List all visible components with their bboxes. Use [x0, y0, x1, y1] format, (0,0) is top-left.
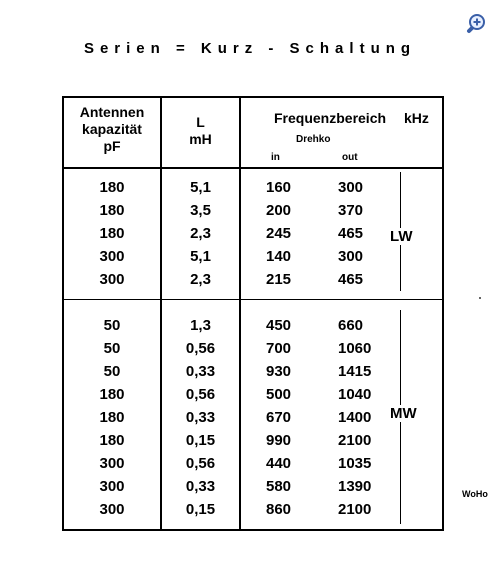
cell-fin: 440: [266, 455, 292, 472]
cell-c: 50: [103, 363, 121, 380]
cell-fout: 465: [338, 225, 364, 242]
frequency-table: [62, 96, 444, 531]
cell-l: 5,1: [190, 179, 211, 196]
cell-l: 2,3: [190, 271, 211, 288]
cell-l: 0,33: [185, 478, 216, 495]
header-unit: kHz: [404, 110, 429, 126]
cell-l: 0,15: [185, 432, 216, 449]
section-divider: [64, 299, 442, 300]
cell-l: 1,3: [190, 317, 211, 334]
lw-band-label: LW: [390, 228, 413, 245]
header-inductance: L mH: [189, 114, 212, 147]
cell-fout: 1035: [338, 455, 372, 472]
cell-fin: 930: [266, 363, 292, 380]
cell-c: 180: [99, 432, 125, 449]
zoom-in-icon[interactable]: [463, 12, 487, 36]
cell-c: 180: [99, 409, 125, 426]
cell-l: 0,33: [185, 363, 216, 380]
cell-l: 5,1: [190, 248, 211, 265]
cell-c: 180: [99, 225, 125, 242]
cell-c: 300: [99, 271, 125, 288]
cell-c: 180: [99, 386, 125, 403]
signature: WoHo: [462, 489, 488, 499]
cell-fin: 500: [266, 386, 292, 403]
cell-fin: 700: [266, 340, 292, 357]
cell-fin: 990: [266, 432, 292, 449]
cell-c: 300: [99, 501, 125, 518]
column-divider: [239, 98, 241, 529]
cell-l: 0,56: [185, 386, 216, 403]
cell-fout: 370: [338, 202, 364, 219]
cell-fin: 200: [266, 202, 292, 219]
cell-fin: 860: [266, 501, 292, 518]
cell-c: 300: [99, 455, 125, 472]
cell-fout: 2100: [338, 432, 372, 449]
stray-dot: [479, 297, 481, 299]
mw-band-label: MW: [390, 405, 417, 422]
cell-fout: 2100: [338, 501, 372, 518]
cell-fin: 160: [266, 179, 292, 196]
cell-fin: 670: [266, 409, 292, 426]
cell-c: 50: [103, 317, 121, 334]
header-tuner: Drehko: [296, 134, 331, 145]
cell-fout: 465: [338, 271, 364, 288]
header-capacitance: Antennen kapazität pF: [79, 104, 145, 154]
cell-fout: 1040: [338, 386, 372, 403]
cell-c: 180: [99, 179, 125, 196]
cell-fin: 140: [266, 248, 292, 265]
header-frequency: Frequenzbereich: [274, 110, 387, 126]
cell-c: 300: [99, 248, 125, 265]
cell-fout: 1390: [338, 478, 372, 495]
cell-l: 3,5: [190, 202, 211, 219]
cell-l: 0,56: [185, 455, 216, 472]
cell-c: 180: [99, 202, 125, 219]
cell-fout: 1415: [338, 363, 372, 380]
header-in: in: [271, 152, 280, 163]
page-title: Serien = Kurz - Schaltung: [83, 40, 417, 57]
cell-c: 300: [99, 478, 125, 495]
cell-l: 2,3: [190, 225, 211, 242]
cell-fin: 580: [266, 478, 292, 495]
cell-c: 50: [103, 340, 121, 357]
cell-fin: 215: [266, 271, 292, 288]
cell-fin: 245: [266, 225, 292, 242]
header-out: out: [342, 152, 358, 163]
cell-fout: 300: [338, 179, 364, 196]
cell-fout: 660: [338, 317, 364, 334]
header-divider: [64, 167, 442, 169]
cell-fout: 1400: [338, 409, 372, 426]
cell-l: 0,33: [185, 409, 216, 426]
cell-l: 0,56: [185, 340, 216, 357]
cell-fin: 450: [266, 317, 292, 334]
cell-fout: 300: [338, 248, 364, 265]
cell-l: 0,15: [185, 501, 216, 518]
cell-fout: 1060: [338, 340, 372, 357]
